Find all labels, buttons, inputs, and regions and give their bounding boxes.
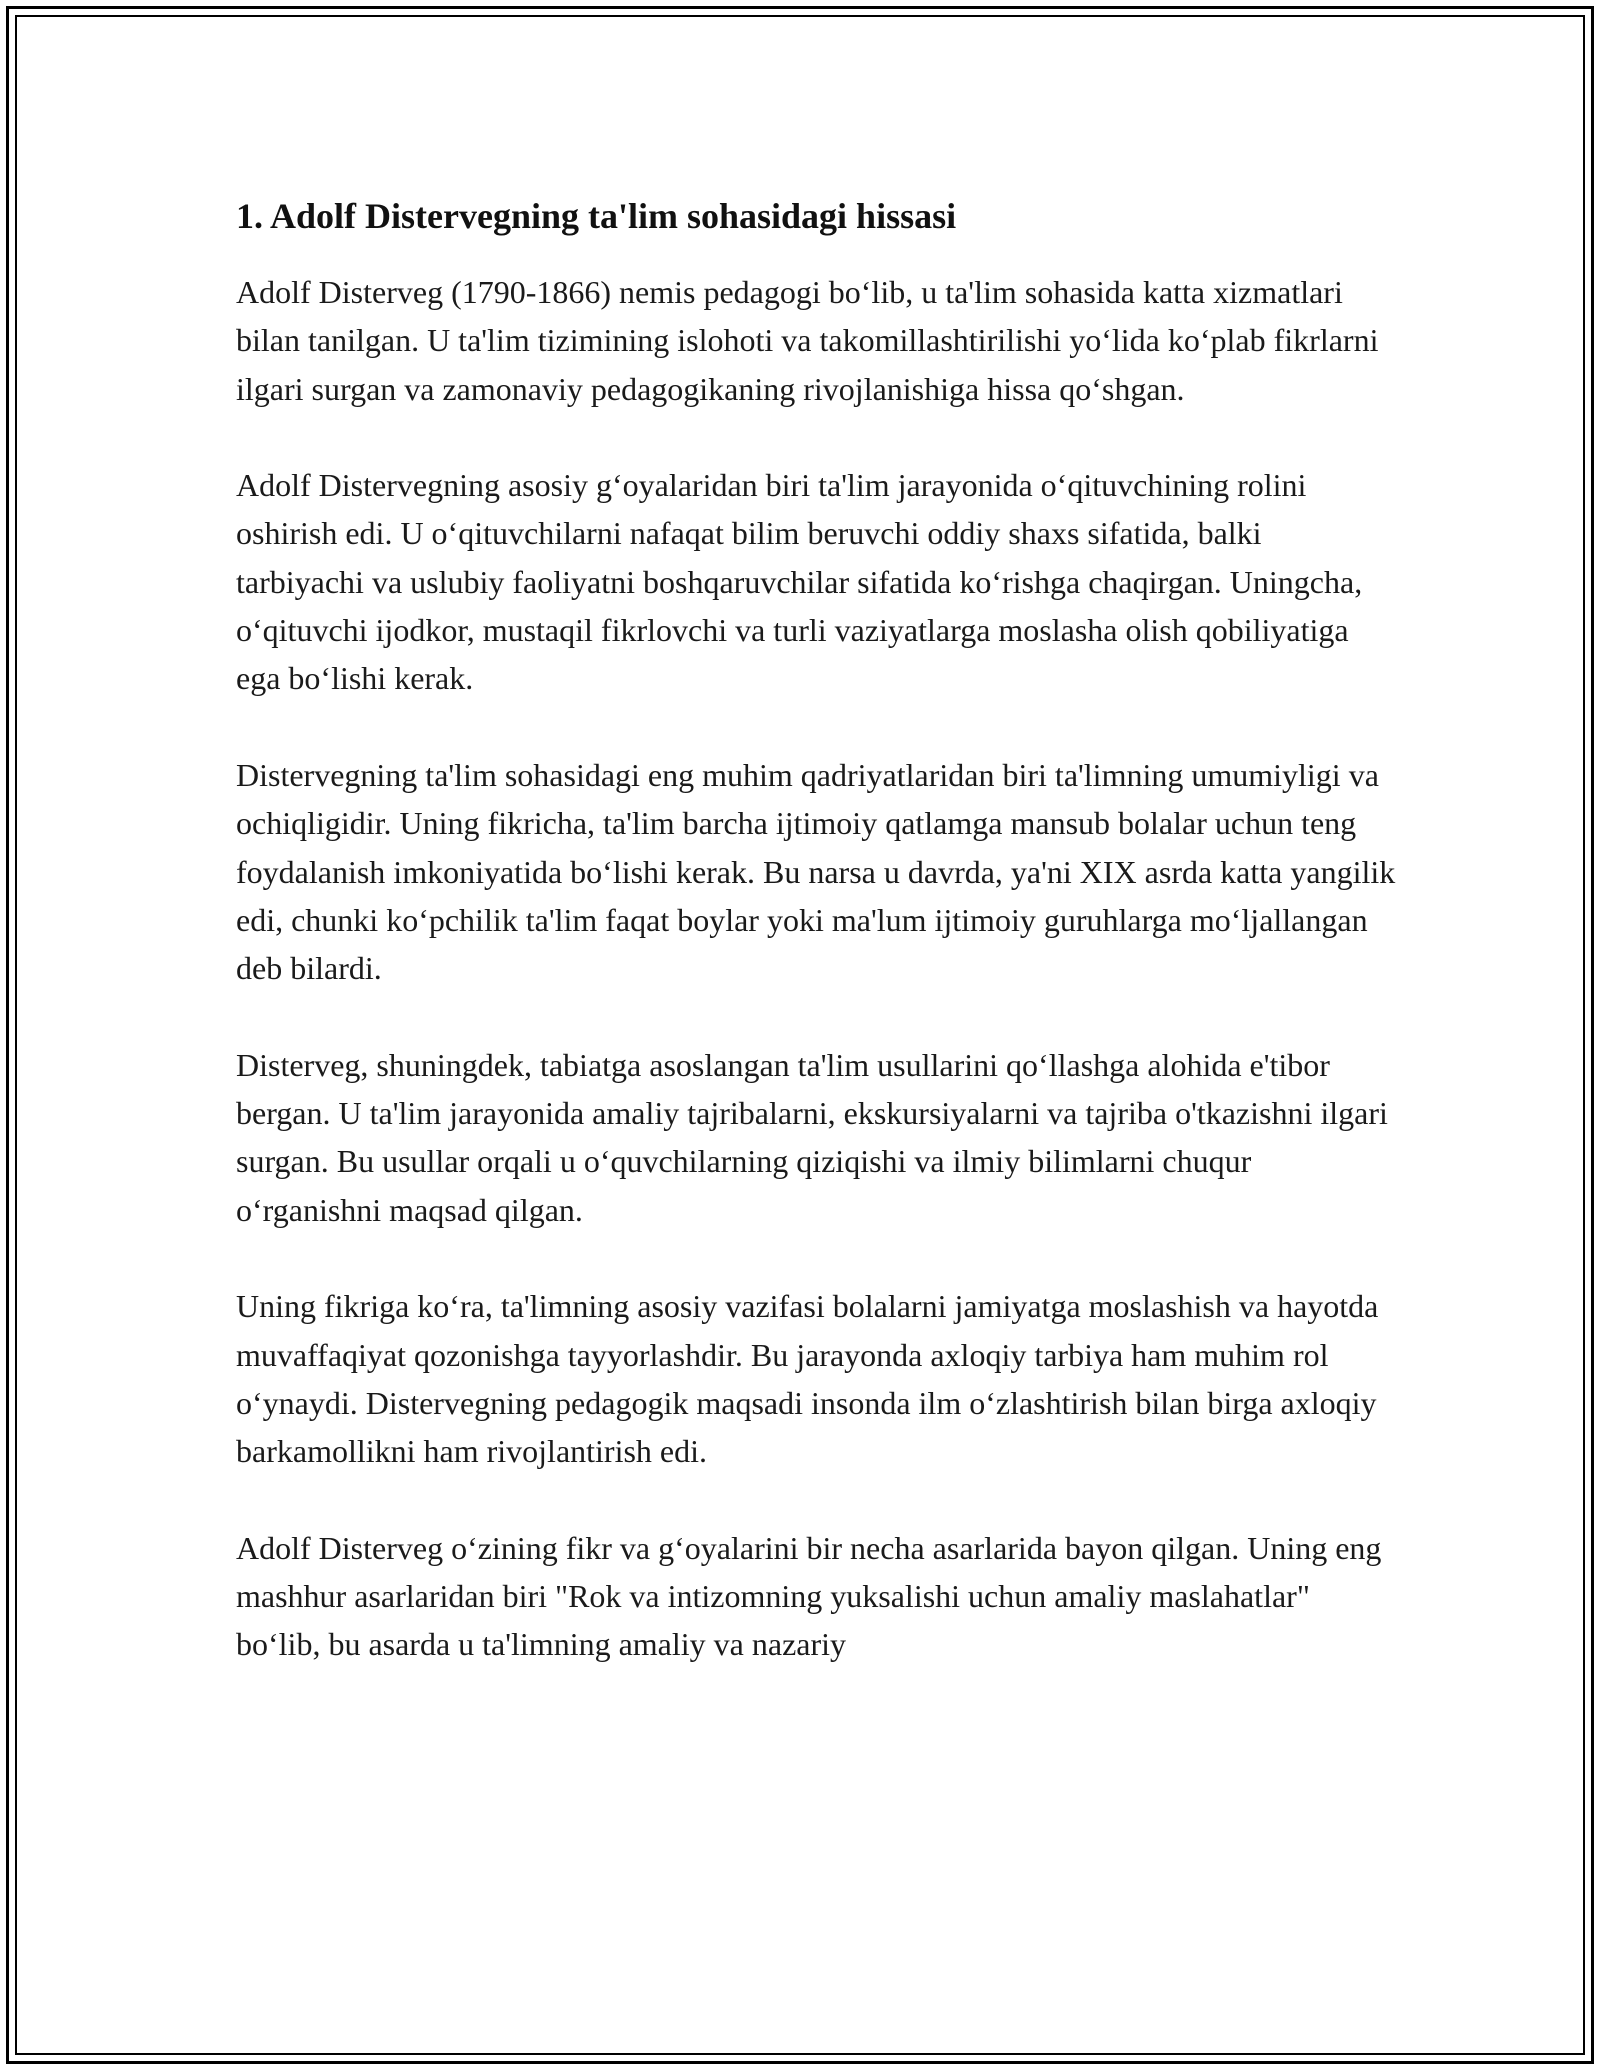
- paragraph-2: Adolf Distervegning asosiy g‘oyalaridan biri ta'lim jarayonida o‘qituvchining rolini oshirish edi. U o‘qituvchilarni nafaqat bilim beruvchi oddiy shaxs sifatida, balki tarbiyachi va uslubiy faoliyatni boshqaruvchilar sifatida ko‘rishga chaqirgan. Uningcha, o‘qituvchi ijodkor, mustaqil fikrlovchi va turli vaziyatlarga moslasha olish qobiliyatiga ega bo‘lishi kerak.: [236, 467, 1363, 697]
- paragraph-3: Distervegning ta'lim sohasidagi eng muhim qadriyatlaridan biri ta'limning umumiyligi va ochiqligidir. Uning fikricha, ta'lim barcha ijtimoiy qatlamga mansub bolalar uchun teng foydalanish imkoniyatida bo‘lishi kerak. Bu narsa u davrda, ya'ni XIX asrda katta yangilik edi, chunki ko‘pchilik ta'lim faqat boylar yoki ma'lum ijtimoiy guruhlarga mo‘ljallangan deb bilardi.: [236, 756, 1396, 987]
- paragraph-4: Disterveg, shuningdek, tabiatga asoslangan ta'lim usullarini qo‘llashga alohida e'tibor bergan. U ta'lim jarayonida amaliy tajribalarni, ekskursiyalarni va tajriba o'tkazishni ilgari surgan. Bu usullar orqali u o‘quvchilarning qiziqishi va ilmiy bilimlarni chuqur o‘rganishni maqsad qilgan.: [236, 1046, 1388, 1228]
- paragraph-5: Uning fikriga ko‘ra, ta'limning asosiy vazifasi bolalarni jamiyatga moslashish va hayotda muvaffaqiyat qozonishga tayyorlashdir. Bu jarayonda axloqiy tarbiya ham muhim rol o‘ynaydi. Distervegning pedagogik maqsadi insonda ilm o‘zlashtirish bilan birga axloqiy barkamollikni ham rivojlantirish edi.: [236, 1288, 1379, 1470]
- section-heading: 1. Adolf Distervegning ta'lim sohasidagi hissasi: [236, 196, 957, 236]
- paragraph-1: Adolf Disterveg (1790-1866) nemis pedagogi bo‘lib, u ta'lim sohasida katta xizmatlari bilan tanilgan. U ta'lim tizimining islohoti va takomillashtirilishi yo‘lida ko‘plab fikrlarni ilgari surgan va zamonaviy pedagogikaning rivojlanishiga hissa qo‘shgan.: [236, 274, 1379, 407]
- document-body: [236, 188, 1396, 1717]
- paragraph-6: Adolf Disterveg o‘zining fikr va g‘oyalarini bir necha asarlarida bayon qilgan. Uning eng mashhur asarlaridan biri "Rok va intizomning yuksalishi uchun amaliy maslahatlar" bo‘lib, bu asarda u ta'limning amaliy va nazariy: [236, 1529, 1382, 1663]
